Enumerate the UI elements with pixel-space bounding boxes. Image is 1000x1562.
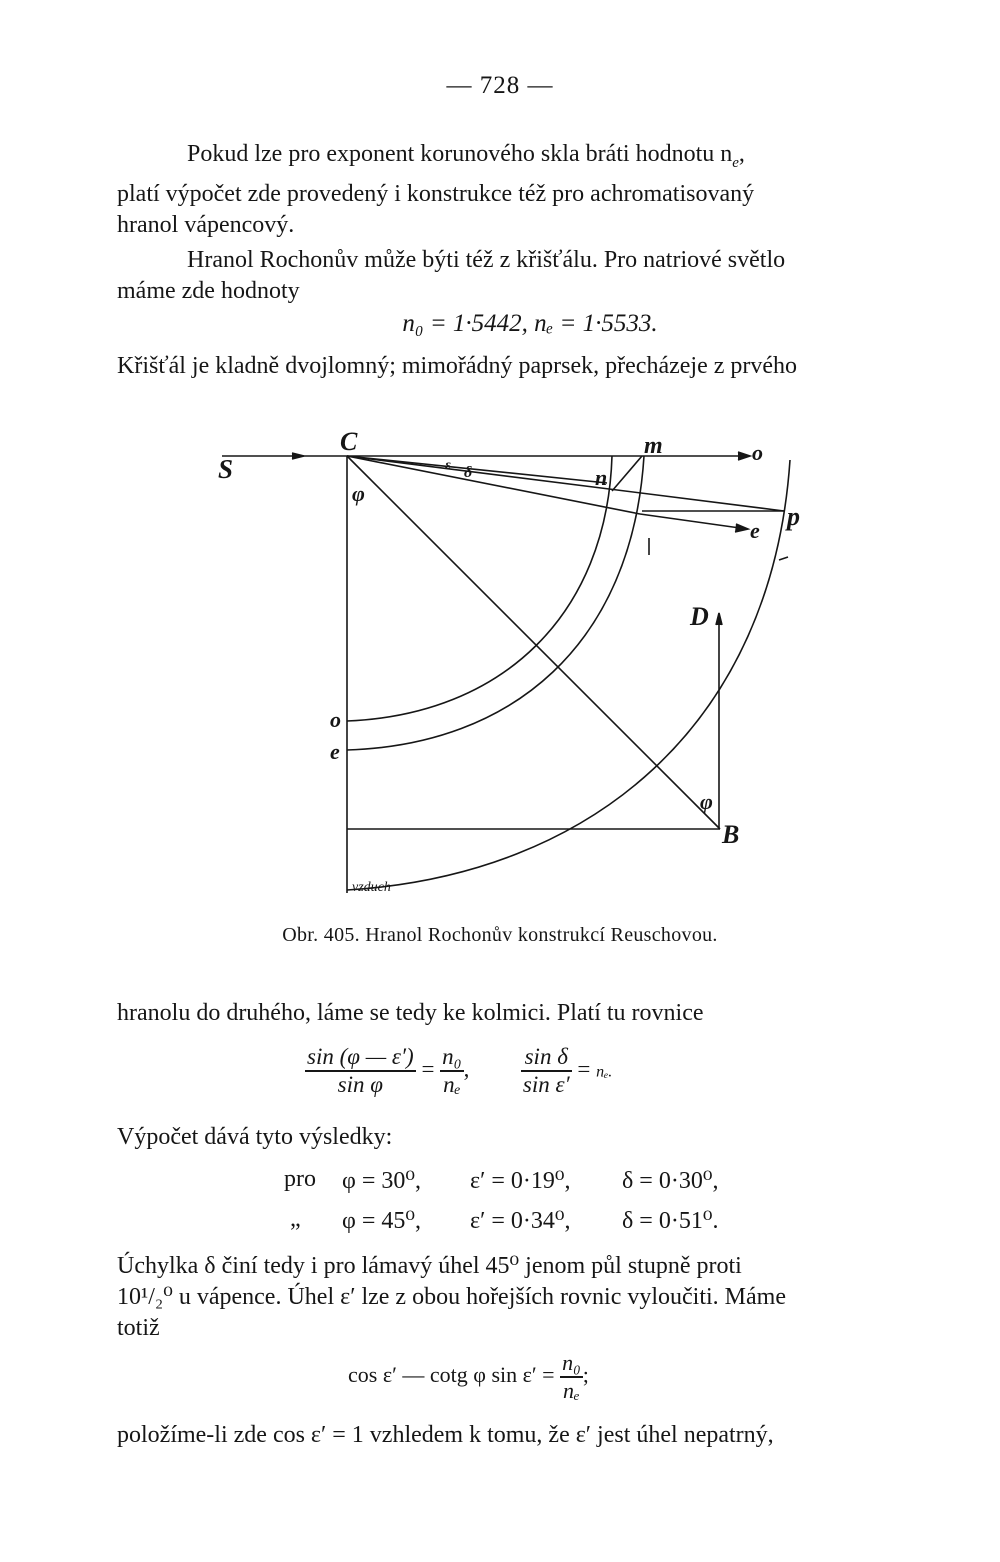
paragraph-2-line-1: Hranol Rochonův může býti též z křišťálu. Pro natriové světlo xyxy=(187,247,786,273)
equation-snell xyxy=(305,1044,612,1098)
arrow-d xyxy=(716,613,722,625)
fraction-lhs-2 xyxy=(521,1044,572,1098)
subscript-e: e xyxy=(732,154,739,171)
results-phi-2: φ = 45⁰, xyxy=(342,1208,422,1234)
paragraph-7-line-1: položíme-li zde cos ε′ = 1 vzhledem k tomu, že ε′ jest úhel nepatrný, xyxy=(117,1422,774,1448)
paragraph-6-line-2: 10¹/₂⁰ u vápence. Úhel ε′ lze z obou hořejších rovnic vyloučiti. Máme xyxy=(117,1284,786,1310)
equation-cos xyxy=(348,1350,589,1404)
paragraph-6-line-3: totiž xyxy=(117,1315,160,1341)
fraction-rhs xyxy=(440,1044,464,1098)
fraction-lhs-numerator: sin (φ — ε′) xyxy=(305,1044,416,1072)
label-phi-top: φ xyxy=(352,481,365,506)
label-p: p xyxy=(787,502,800,531)
fraction-lhs-denominator: sin φ xyxy=(337,1072,383,1097)
paragraph-5 xyxy=(117,1122,917,1153)
paragraph-2-line-2: máme zde hodnoty xyxy=(117,278,300,304)
paragraph-4 xyxy=(117,998,917,1029)
page-number: — 728 — xyxy=(446,72,554,99)
paragraph-5-line-1: Výpočet dává tyto výsledky: xyxy=(117,1124,393,1150)
fraction-lhs-2-numerator: sin δ xyxy=(521,1044,572,1072)
fraction-lhs-2-denominator: sin ε′ xyxy=(522,1072,570,1097)
label-o-right: o xyxy=(752,440,763,465)
label-phi-bottom: φ xyxy=(700,789,713,814)
prism-diagonal xyxy=(347,456,720,829)
results-prefix-1: pro xyxy=(284,1166,316,1192)
fraction-cos-rhs xyxy=(560,1350,583,1404)
ray-e-out xyxy=(640,514,747,529)
label-eps: ε xyxy=(445,458,451,473)
comma: , xyxy=(738,141,745,167)
paragraph-1 xyxy=(117,139,917,241)
label-m: m xyxy=(644,433,663,459)
equals-sign: = xyxy=(421,1056,435,1082)
label-air: vzduch xyxy=(352,880,391,895)
results-delta-1: δ = 0·30⁰, xyxy=(622,1168,719,1194)
label-b: B xyxy=(722,820,740,849)
equation-cos-lhs: cos ε′ — cotg φ sin ε′ = xyxy=(348,1362,555,1388)
results-prefix-2: „ xyxy=(290,1206,301,1232)
comma: , xyxy=(463,1056,470,1082)
m-n-segment xyxy=(612,456,642,491)
arrow-e xyxy=(735,524,748,532)
ray-to-p xyxy=(347,456,784,511)
fraction-cos-numerator: n₀ xyxy=(560,1350,583,1378)
label-c: C xyxy=(340,427,358,456)
paragraph-6 xyxy=(117,1251,917,1344)
paragraph-1-line-1: Pokud lze pro exponent korunového skla bráti hodnotu n xyxy=(187,141,733,167)
label-s: S xyxy=(218,454,234,484)
paragraph-3-line-1: Křišťál je kladně dvojlomný; mimořádný paprsek, přecházeje z prvého xyxy=(117,353,798,379)
label-d: D xyxy=(690,602,709,631)
arrow-s xyxy=(292,453,304,459)
paragraph-6-line-1: Úchylka δ činí tedy i pro lámavý úhel 45⁰ jenom půl stupně proti xyxy=(117,1253,742,1279)
arrow-o xyxy=(738,452,750,460)
paragraph-3 xyxy=(117,351,917,382)
equation-refractive-indices: n₀ = 1·5442, nₑ = 1·5533. xyxy=(402,310,658,337)
paragraph-2 xyxy=(117,245,917,307)
paragraph-1-line-3: hranol vápencový. xyxy=(117,211,295,238)
label-delta: δ xyxy=(464,464,473,481)
rochon-prism-diagram xyxy=(212,425,822,905)
results-eps-2: ε′ = 0·34⁰, xyxy=(470,1208,571,1234)
results-phi-1: φ = 30⁰, xyxy=(342,1168,422,1194)
p-tick xyxy=(779,557,788,560)
paragraph-4-line-1: hranolu do druhého, láme se tedy ke kolmici. Platí tu rovnice xyxy=(117,1000,704,1026)
label-n: n xyxy=(595,465,608,490)
paragraph-7 xyxy=(117,1420,917,1451)
ray-short xyxy=(347,456,607,483)
results-delta-2: δ = 0·51⁰. xyxy=(622,1208,719,1234)
fraction-rhs-denominator: nₑ xyxy=(443,1072,461,1097)
semicolon: ; xyxy=(582,1362,589,1388)
fraction-cos-denominator: nₑ xyxy=(563,1378,580,1403)
fraction-lhs xyxy=(305,1044,416,1098)
fraction-rhs-numerator: n₀ xyxy=(440,1044,464,1072)
results-eps-1: ε′ = 0·19⁰, xyxy=(470,1168,571,1194)
label-e-left: e xyxy=(330,739,340,764)
rhs-2: nₑ. xyxy=(596,1063,613,1081)
equals-sign-2: = xyxy=(577,1056,591,1082)
label-e-right: e xyxy=(750,518,760,543)
label-o-left: o xyxy=(330,707,341,732)
paragraph-1-line-2: platí výpočet zde provedený i konstrukce též pro achromatisovaný xyxy=(117,180,755,207)
figure-caption: Obr. 405. Hranol Rochonův konstrukcí Reuschovou. xyxy=(282,924,718,946)
